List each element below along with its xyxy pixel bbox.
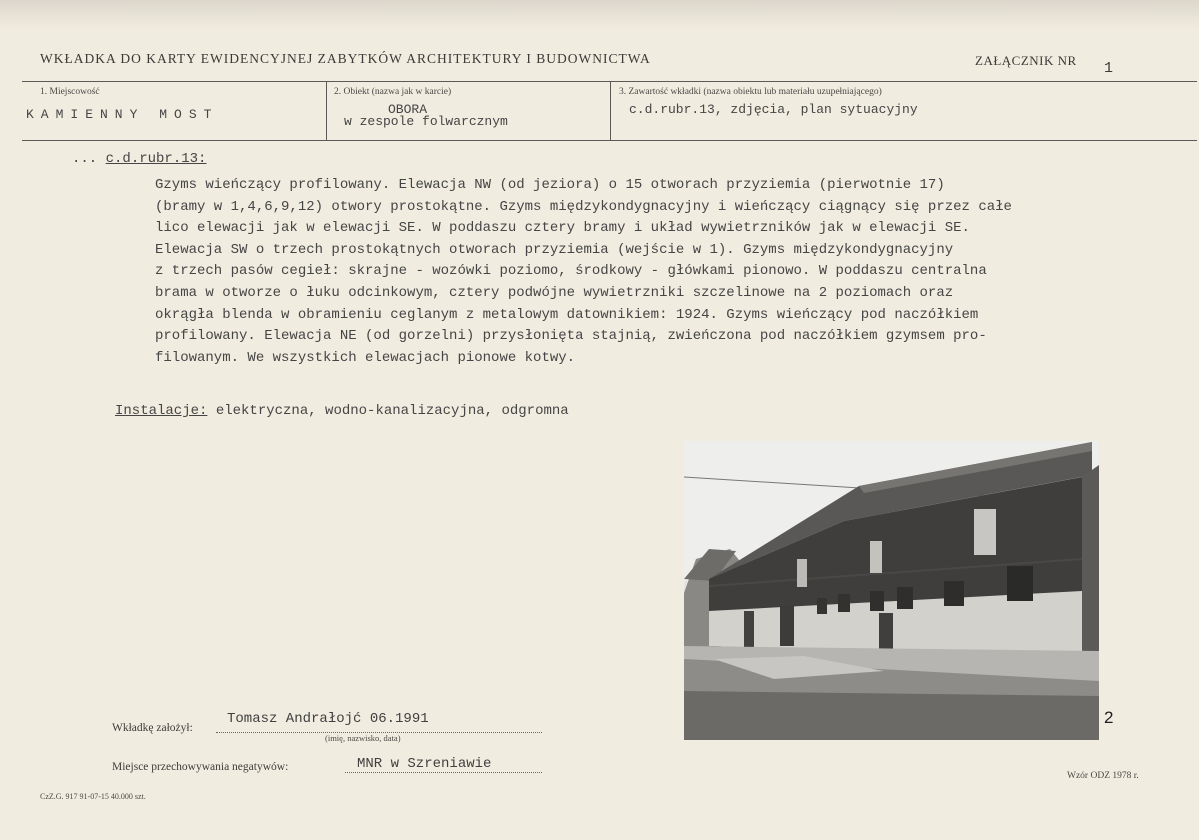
place-field: [22, 82, 322, 140]
form-pattern: Wzór ODZ 1978 r.: [1067, 771, 1139, 781]
installations-line: [115, 403, 569, 419]
negatives-dotline: [345, 772, 542, 773]
building-photo: [684, 441, 1099, 740]
form-title: WKŁADKA DO KARTY EWIDENCYJNEJ ZABYTKÓW ARCHITEKTURY I BUDOWNICTWA: [40, 51, 651, 66]
description-line: lico elewacji jak w elewacji SE. W poddaszu cztery bramy i układ wywietrzników jak w elewacji SE.: [155, 220, 970, 237]
description-line: okrągła blenda w obramieniu ceglanym z metalowym datownikiem: 1924. Gzyms wieńczący pod naczółkiem: [155, 306, 979, 323]
object-label: 2. Obiekt (nazwa jak w karcie): [334, 87, 452, 97]
attachment-number: 1: [1104, 60, 1114, 77]
section-heading: [72, 151, 206, 167]
object-field: [326, 82, 609, 140]
installations-value: elektryczna, wodno-kanalizacyjna, odgromna: [207, 403, 569, 419]
description-line: (bramy w 1,4,6,9,12) otwory prostokątne. Gzyms międzykondygnacyjny i wieńczący ciągnący się przez całe: [155, 198, 1012, 215]
print-info: CzZ.G. 917 91-07-15 40.000 szt.: [40, 792, 146, 801]
heading-prefix: ...: [72, 151, 98, 167]
object-value-line2: w zespole folwarcznym: [344, 114, 508, 129]
description-line: profilowany. Elewacja NE (od gorzelni) przysłonięta stajnią, zwieńczona pod naczółkiem gzymsem pro-: [155, 328, 987, 345]
place-value: KAMIENNY MOST: [26, 107, 219, 122]
contents-label: 3. Zawartość wkładki (nazwa obiektu lub materiału uzupełniającego): [619, 87, 882, 97]
description-line: brama w otworze o łuku odcinkowym, cztery podwójne wywietrzniki szczelinowe na 2 poziomach oraz: [155, 284, 954, 301]
attachment-label: ZAŁĄCZNIK NR: [975, 53, 1077, 68]
object-value-line1: OBORA: [388, 102, 428, 117]
description-line: filowanym. We wszystkich elewacjach pionowe kotwy.: [155, 349, 576, 366]
author-value: Tomasz Andrałojć 06.1991: [227, 711, 429, 727]
contents-value: c.d.rubr.13, zdjęcia, plan sytuacyjny: [629, 102, 918, 117]
author-label: Wkładkę założył:: [112, 722, 193, 734]
description-text: [155, 175, 1185, 369]
heading-label: c.d.rubr.13:: [105, 151, 207, 167]
photo-number: 2: [1104, 708, 1114, 727]
description-line: Elewacja SW o trzech prostokątnych otworach przyziemia (wejście w 1). Gzyms międzykondygnacyjny: [155, 241, 954, 258]
paper-stain: [0, 0, 1199, 30]
place-label: 1. Miejscowość: [40, 87, 100, 97]
negatives-value: MNR w Szreniawie: [357, 756, 492, 772]
contents-field: [610, 82, 1198, 140]
fields-box: [22, 81, 1197, 141]
author-caption: (imię, nazwisko, data): [325, 733, 401, 743]
installations-label: Instalacje:: [115, 403, 208, 419]
description-line: z trzech pasów cegieł: skrajne - wozówki poziomo, środkowy - główkami pionowo. W poddaszu centralna: [155, 263, 987, 280]
negatives-label: Miejsce przechowywania negatywów:: [112, 761, 289, 773]
description-line: Gzyms wieńczący profilowany. Elewacja NW (od jeziora) o 15 otworach przyziemia (pierwotnie 17): [155, 177, 945, 193]
